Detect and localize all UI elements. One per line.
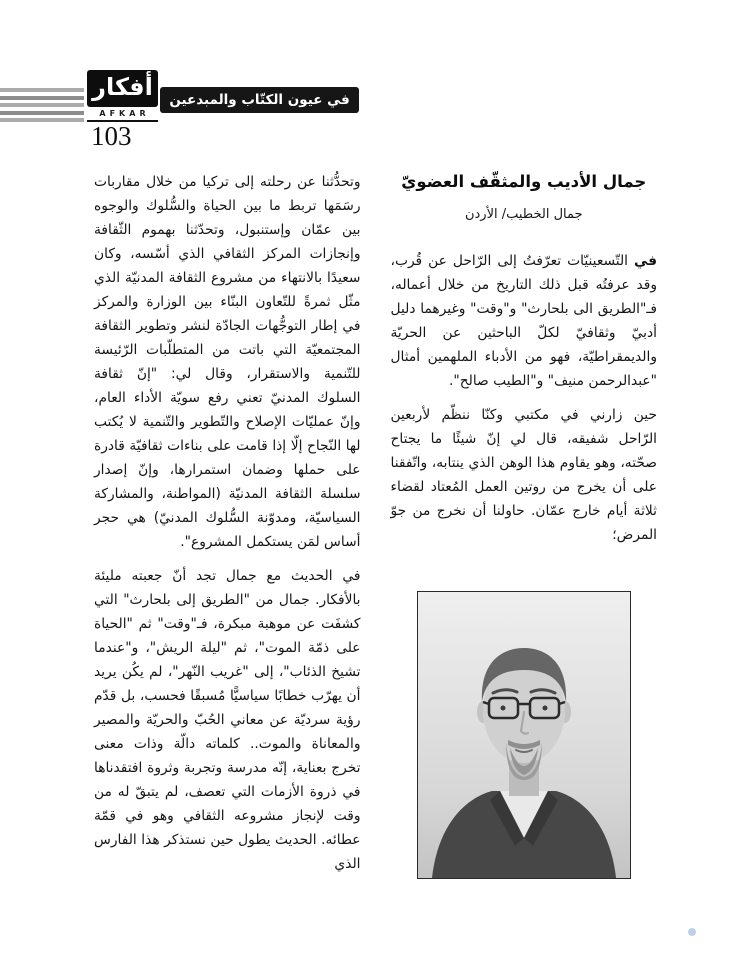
stripe [0,118,84,122]
article-byline: جمال الخطيب/ الأردن [464,207,583,222]
stripe [0,111,84,115]
stripe [0,103,84,107]
paragraph-text: التّسعينيّات تعرّفتُ إلى الرّاحل عن قُرب، وقد عرفتُه قبل ذلك التاريخ من خلال أعماله، فـ"الطريق الى بلحارث" و"وقت" وغيرهما دليل أدبيّ وثقافيّ لكلّ الباحثين عن الحريّة والديمقراطيّة، فهو من الأدباء الملهمين أمثال "عبدالرحمن منيف" و"الطيب صالح". [390,253,657,389]
magazine-logo [87,70,158,107]
body-paragraph: في الحديث مع جمال تجد أنّ جعبته مليئة بالأفكار. جمال من "الطريق إلى بلحارث" التي كشفَت عن موهبة مبكرة، فـ"وقت" ثم "الحياة على ذمّة الموت"، ثم "ليلة الريش"، و"عندما تشيخ الذئاب"، إلى "غريب النّهر"، لم يكُن يريد أن يهرّب خطابًا سياسيًّا مُسبقًا فحسب، بل قدّم رؤية سرديّة عن معاني الحُبّ والحريّة والمصير والمعاناة والموت.. كلماته دالّة وذات معنى تخرج بعناية، إنّه مدرسة وتجربة وثروة افتقدناها في ذروة الأزمات التي تعصف، لم يتبقّ له من وقت لإنجاز مشروعه الثقافي وهو في قمّة عطائه. الحديث يطول حين نستذكر هذا الفارس الذي [94,568,361,872]
magazine-logo-latin: AFKAR [99,109,150,118]
stripe [0,88,84,92]
left-column [94,170,361,927]
body-paragraph [391,249,658,393]
portrait-photo [418,592,630,878]
lead-word: في [634,253,657,269]
article-title: جمال الأديب والمثقّف العضويّ [401,172,647,191]
decorative-stripes [0,88,84,126]
section-banner: في عيون الكتّاب والمبدعين [160,87,359,113]
right-column [391,170,658,927]
stripe [0,96,84,100]
portrait-photo-frame [417,591,631,879]
body-paragraph: وتحدُّثنا عن رحلته إلى تركيا من خلال مقاربات رسَمَها تربط ما بين الحياة والسُّلوك والوجوه بين عمّان وإستنبول، وتحدّثنا بهموم الثّقافة وإنجازات المركز الثقافي الذي أسّسه، وكان سعيدًا بالانتهاء من مشروع الثقافة المدنيّة الذي مثّل ثمرةً للتّعاون البنّاء بين الوزارة والمركز في إطار التوجُّهات الجادّة لنشر وتطوير الثقافة المجتمعيّة التي باتت من المتطلّبات الرّئيسة للتّنمية والاستقرار، وقال لي: "إنّ ثقافة السلوك المدنيّ تعني رفع سويّة الأداء العام، وإنّ عمليّات الإصلاح والتّطوير والتّنمية لا يُكتب لها النّجاح إلّا إذا قامت على بناءات ثقافيّة قادرة على حملها وضمان استمرارها، وإنّ إصدار سلسلة الثقافة المدنيّة (المواطنة، والمشاركة السياسيّة، ومدوّنة السُّلوك المدنيّ) هي حجر أساس لمَن يستكمل المشروع". [94,174,361,550]
scan-artifact-dot [688,928,696,936]
body-paragraph: حين زارني في مكتبي وكنّا ننظّم لأربعين الرّاحل شفيقه، قال لي إنّ شيئًا ما يجتاح صحّته، وهو يقاوم هذا الوهن الذي ينتابه، واتّفقنا على أن يخرج من روتين العمل المُعتاد لقضاء ثلاثة أيام خارج عمّان. حاولنا أن نخرج من جوّ المرض؛ [390,407,657,543]
article-body [94,170,657,927]
page-number: 103 [91,121,132,151]
magazine-logo-arabic: أفكار [92,73,153,101]
